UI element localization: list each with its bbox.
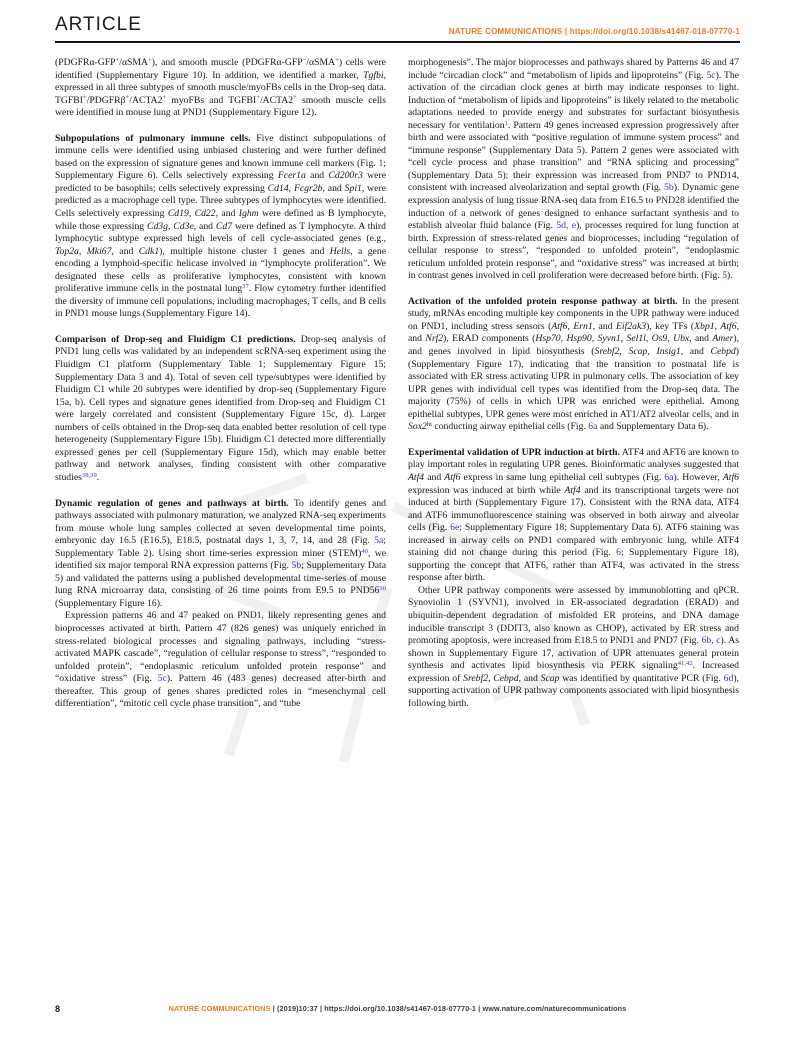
cross-reference[interactable]: 5 xyxy=(722,270,728,282)
cross-reference[interactable]: 5c xyxy=(157,673,167,685)
cross-reference[interactable]: 1 xyxy=(504,119,508,127)
footer-journal-name: NATURE COMMUNICATIONS xyxy=(168,1004,271,1013)
section-paragraph: Dynamic regulation of genes and pathways at birth. To identify genes and pathways associated with pulmonary maturation, we analyzed RNA-seq experiments from mouse whole lung samples collected at seven developmental time points, embryonic day 16.5 (E16.5), E18.5, postnatal days 1, 3, 7, 14, and 28 (Fig. 5a; Supplementary Table 2). Using short time-series expression miner (STEM)$^{40}$, we identified six major temporal RNA expression patterns (Fig. 5b; Supplementary Data 5) and validated the patterns using a published developmental time-series of mouse lung RNA microarray data, consisting of 26 time points from E9.5 to $PND56^{10}$ (Supplementary Figure 16). xyxy=(55,497,387,609)
cross-reference[interactable]: 6d xyxy=(723,672,734,684)
paragraph: Expression patterns 46 and 47 peaked on PND1, likely representing genes and bioprocesses activated at birth. Pattern 47 (826 genes) was uniquely enriched in stress-related biological processes and signaling pathways, including “stress-activated MAPK cascade”, “regulation of cellular response to stress”, “responded to unfolded protein”, “endoplasmic reticulum unfolded protein response” and “oxidative stress” (Fig. 5c). Pattern 46 (483 genes) decreased after-birth and thereafter. This group of genes shares predicted roles in “mesenchymal cell differentiation”, “mitotic cell cycle phase transition”, and “tube xyxy=(55,610,387,710)
footer-citation-text[interactable]: | (2019)10:37 | https://doi.org/10.1038/s41467-018-07770-1 | www.nature.com/naturecommunications xyxy=(270,1004,627,1013)
cross-reference[interactable]: 1 xyxy=(378,157,384,169)
cross-reference[interactable]: 6a xyxy=(588,421,598,433)
cross-reference[interactable]: 5b xyxy=(664,182,674,194)
cross-reference[interactable]: 6a xyxy=(664,471,674,483)
cross-reference[interactable]: 5a xyxy=(374,535,384,547)
paragraph: (PDGFRα-GFP+/αSMA+), and smooth muscle (PDGFRα-GFP−/αSMA+) cells were identified (Supplementary Figure 10). In addition, we identified a marker, Tgfbi, expressed in all three subtypes of smooth muscle/myoFBs cells in the Drop-seq data. TGFBI+/PDGFRβ+/ACTA2+ myoFBs and TGFBI+/ACTA2+ smooth muscle cells were identified in mouse lung at PND1 (Supplementary Figure 12). xyxy=(55,56,386,119)
cross-reference[interactable]: 10 xyxy=(379,585,386,593)
footer-citation xyxy=(55,1004,740,1013)
section-heading: Subpopulations of pulmonary immune cells. xyxy=(55,132,251,144)
article-body xyxy=(55,57,740,711)
header-rule xyxy=(55,41,740,43)
cross-reference[interactable]: 5b xyxy=(291,560,302,572)
section-paragraph: Activation of the unfolded protein response pathway at birth. In the present study, mRNAs encoding multiple key components in the UPR pathway were induced on PND1, including stress sensors (Atf6, Ern1, and Eif2ak3), key TFs (Xbp1, Atf6, and Nrf2), ERAD components (Hsp70, Hsp90, Syvn1, Sel1l, Os9, Ubx, and Amer), and genes involved in lipid biosynthesis (Srebf2, Scap, Insig1, and Cebpd) (Supplementary Figure 17), indicating that the transition to postnatal life is associated with ER stress activating UPR in pulmonary cells. The association of key UPR genes with individual cell types was identified from the Drop-seq data. The majority (75%) of cells in which UPR was enriched were epithelial. Among epithelial subtypes, UPR genes were most enriched in AT1/AT2 alveolar cells, and in $Sox2^{hi}$ conducting airway epithelial cells (Fig. 6a and Supplementary Data 6). xyxy=(408,295,740,433)
article-type-label: ARTICLE xyxy=(55,14,142,35)
section-heading: Experimental validation of UPR induction at birth. xyxy=(408,446,620,458)
cross-reference[interactable]: 38,39 xyxy=(81,471,97,479)
section-heading: Activation of the unfolded protein response pathway at birth. xyxy=(408,295,678,307)
page-footer xyxy=(55,1004,740,1013)
cross-reference[interactable]: 6e xyxy=(450,522,460,534)
section-paragraph: Experimental validation of UPR induction at birth. ATF4 and AFT6 are known to play important roles in regulating UPR genes. Bioinformatic analyses suggested that Atf4 and Atf6 express in same lung epithelial cell subtypes (Fig. 6a). However, Atf6 expression was induced at birth while Atf4 and its transcriptional targets were not induced at birth (Supplementary Figure 17). Consistent with the RNA data, ATF4 and ATF6 immunofluorescence staining was observed in both airway and alveolar cells (Fig. 6e; Supplementary Figure 18; Supplementary Data 6). ATF6 staining was increased in airway cells on PND1 compared with embryonic lung, while ATF4 staining did not change during this period (Fig. 6; Supplementary Figure 18), supporting the concept that ATF6, rather than ATF4, was activated in the stress response after birth. xyxy=(408,446,739,584)
section-heading: Comparison of Drop-seq and Fluidigm C1 predictions. xyxy=(55,333,296,345)
cross-reference[interactable]: 37 xyxy=(242,283,249,291)
article-page xyxy=(55,14,740,711)
paragraph: morphogenesis”. The major bioprocesses and pathways shared by Patterns 46 and 47 include “circadian clock” and “metabolism of lipids and lipoproteins” (Fig. 5c). The activation of the circadian clock genes at birth may indicate responses to light. Induction of “metabolism of lipids and lipoproteins” is likely related to the metabolic adaptations needed to provide energy and substrates for surfactant biosynthesis necessary for ventilation$^1$. Pattern 49 genes increased expression progressively after birth and were associated with “positive regulation of immune system process” and “immune response” (Supplementary Data 5). Pattern 2 genes were associated with “cell cycle process and phase transition” and “RNA splicing and processing” (Supplementary Data 5); their expression was increased from PND7 to PND14, consistent with increased alveolarization and septal growth (Fig. 5b). Dynamic gene expression analysis of lung tissue RNA-seq data from E16.5 to PND28 identified the induction of a network of genes designed to enhance surfactant synthesis and to establish alveolar fluid balance (Fig. 5d, e), processes required for lung function at birth. Expression of stress-related genes and bioprocesses, including “regulation of cellular response to stress”, “responded to unfolded protein”, “endoplasmic reticulum unfolded protein response”, and “oxidative stress” was increased at birth; in contrast genes involved in cell proliferation were decreased before birth. (Fig. 5). xyxy=(408,57,739,282)
paragraph: Other UPR pathway components were assessed by immunoblotting and qPCR. Synoviolin 1 (SYVN1), involved in ER-associated degradation (ERAD) and ubiquitin-dependent degradation of misfolded ER proteins, and DNA damage inducible transcript 3 (DDIT3, also known as CHOP), activated by ER stress and promoting apoptosis, were increased from E18.5 to PND1 and PND7 (Fig. 6b, c). As shown in Supplementary Figure 17, activation of UPR attenuates general protein synthesis and activates lipid biosynthesis via PERK signaling$^{41,42}$. Increased expression of Srebf2, Cebpd, and Scap was identified by quantitative PCR (Fig. 6d), supporting activation of UPR pathway components associated with lipid biosynthesis following birth. xyxy=(408,584,740,709)
page-number: 8 xyxy=(55,1004,61,1014)
cross-reference[interactable]: 6b, c xyxy=(701,635,721,647)
section-paragraph: Comparison of Drop-seq and Fluidigm C1 predictions. Drop-seq analysis of PND1 lung cells was validated by an independent scRNA-seq experiment using the Fluidigm C1 platform (Supplementary Table 1; Supplementary Figure 15; Supplementary Data 3 and 4). Total of seven cell type/subtypes were identified by Fluidigm C1 while 20 subtypes were identified by drop-seq (Supplementary Figure 15a, b). Cell types and signature genes identified from Drop-seq and Fluidigm C1 were largely correlated and consistent (Supplementary Figure 15c, d). Larger numbers of cells obtained in the Drop-seq data enabled better resolution of cell type heterogeneity (Supplementary Figure 15b). Fluidigm C1 detected more differentially expressed genes per cell (Supplementary Figure 15d), which may enable better pathway and network analyses, finding consistent with other comparative studies$^{38,39}$. xyxy=(55,333,386,483)
journal-doi-link[interactable]: NATURE COMMUNICATIONS | https://doi.org/10.1038/s41467-018-07770-1 xyxy=(448,27,740,36)
section-heading: Dynamic regulation of genes and pathways at birth. xyxy=(55,497,289,509)
right-column xyxy=(408,57,739,711)
page-header xyxy=(55,14,740,36)
cross-reference[interactable]: 41,42 xyxy=(677,659,693,667)
cross-reference[interactable]: 5d, e xyxy=(556,220,577,232)
section-paragraph: Subpopulations of pulmonary immune cells. Five distinct subpopulations of immune cells were identified using unbiased clustering and were further defined based on the expression of signature genes and known immune cell markers (Fig. 1; Supplementary Figure 6). Cells selectively expressing Fcer1a and Cd200r3 were predicted to be basophils; cells selectively expressing Cd14, Fcgr2b, and Spi1, were predicted as a macrophage cell type. Three subtypes of lymphocytes were identified. Cells selectively expressing Cd19, Cd22, and Ighm were defined as B lymphocyte, while those expressing Cd3g, Cd3e, and Cd7 were defined as T lymphocyte. A third lymphocytic subtype expressed high levels of cell cycle-associated genes (e.g., Top2a, Mki67, and Cdk1), multiple histone cluster 1 genes and Hells, a gene encoding a lymphoid-specific helicase involved in “lymphocyte proliferation”. We designated these cells as proliferative lymphocytes, consistent with known proliferative immune cells in the postnatal lung$^{37}$. Flow cytometry further identified the diversity of immune cell populations, including macrophages, T cells, and B cells in PND1 mouse lungs (Supplementary Figure 14). xyxy=(55,132,387,320)
cross-reference[interactable]: 5c xyxy=(706,69,716,81)
cross-reference[interactable]: 6 xyxy=(616,547,621,559)
left-column xyxy=(55,57,386,711)
cross-reference[interactable]: 40 xyxy=(361,547,368,555)
